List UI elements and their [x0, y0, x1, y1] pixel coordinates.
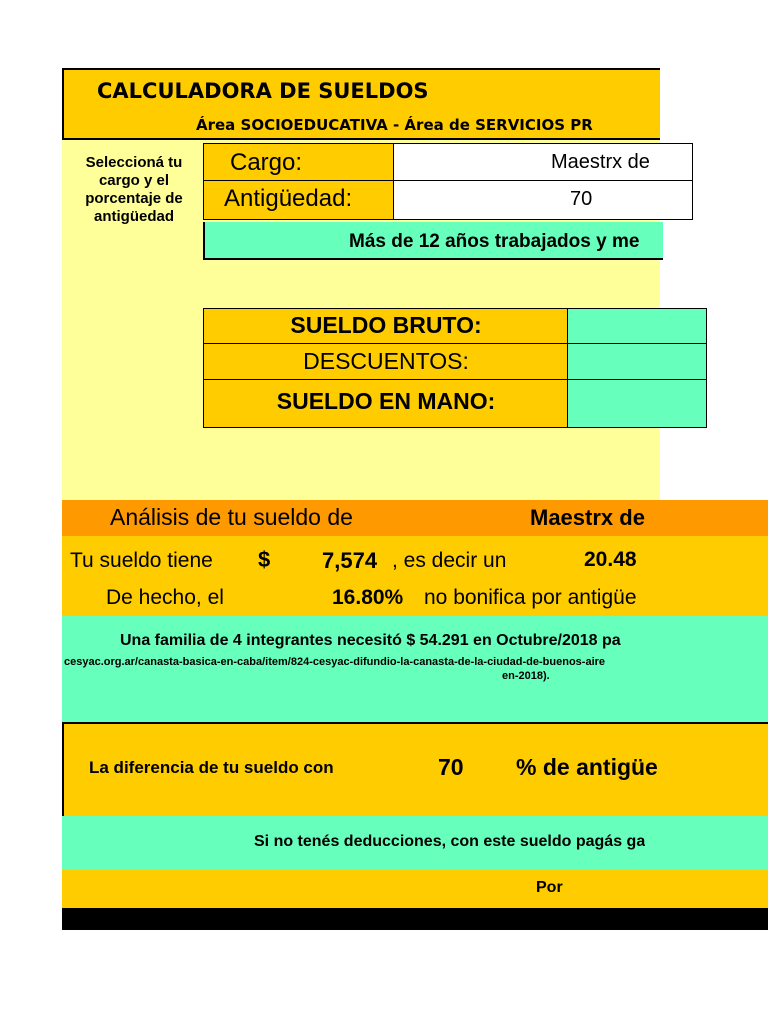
- canasta-line3: en-2018).: [502, 670, 550, 682]
- antiguedad-note: Más de 12 años trabajados y me: [349, 231, 640, 252]
- analysis-line1-middle: , es decir un: [392, 549, 507, 572]
- analysis-heading-prefix: Análisis de tu sueldo de: [110, 504, 353, 530]
- header-band: [62, 68, 660, 140]
- analysis-line2-prefix: De hecho, el: [106, 586, 224, 609]
- sueldo-mano-label: SUELDO EN MANO:: [276, 388, 496, 414]
- descuentos-label: DESCUENTOS:: [303, 348, 469, 374]
- ganancias-text: Si no tenés deducciones, con este sueldo pagás ga: [254, 833, 646, 850]
- analysis-line1-prefix: Tu sueldo tiene: [70, 549, 213, 572]
- analysis-line2-suffix: no bonifica por antigüe: [424, 586, 637, 609]
- analysis-line1-percent: 20.48: [584, 548, 637, 571]
- page-title: CALCULADORA DE SUELDOS: [97, 79, 429, 103]
- cargo-value: Maestrx de: [551, 151, 650, 173]
- sueldo-mano-label-cell: [203, 379, 569, 428]
- sueldo-bruto-label: SUELDO BRUTO:: [290, 312, 482, 338]
- canasta-line1: Una familia de 4 integrantes necesitó $ 54.291 en Octubre/2018 pa: [120, 632, 621, 649]
- analysis-line2-percent: 16.80%: [332, 586, 404, 609]
- antiguedad-value: 70: [570, 188, 593, 210]
- antiguedad-select[interactable]: [393, 180, 693, 220]
- cargo-label-cell: [203, 143, 395, 182]
- footer-text: Por: [536, 879, 563, 896]
- diferencia-suffix: % de antigüe: [516, 754, 658, 780]
- analysis-line1-amount: 7,574: [322, 548, 378, 573]
- sueldo-bruto-label-cell: [203, 308, 569, 345]
- diferencia-prefix: La diferencia de tu sueldo con: [89, 758, 334, 777]
- antiguedad-note-cell: [203, 222, 663, 260]
- diferencia-value: 70: [438, 754, 464, 780]
- instructions-text: Seleccioná tu cargo y el porcentaje de antigüedad: [85, 154, 183, 225]
- right-clip-panel: [660, 0, 768, 1024]
- antiguedad-label-cell: [203, 180, 395, 220]
- analysis-line1-currency: $: [258, 547, 271, 572]
- cargo-select[interactable]: [393, 143, 693, 182]
- descuentos-label-cell: [203, 343, 569, 381]
- analysis-heading-value: Maestrx de: [530, 505, 645, 530]
- cargo-label: Cargo:: [230, 149, 303, 176]
- page-subtitle: Área SOCIOEDUCATIVA - Área de SERVICIOS PR: [196, 116, 593, 134]
- canasta-line2: cesyac.org.ar/canasta-basica-en-caba/item/824-cesyac-difundio-la-canasta-de-la-ciudad-de-buenos-aire: [64, 656, 606, 668]
- antiguedad-label: Antigüedad:: [224, 185, 353, 212]
